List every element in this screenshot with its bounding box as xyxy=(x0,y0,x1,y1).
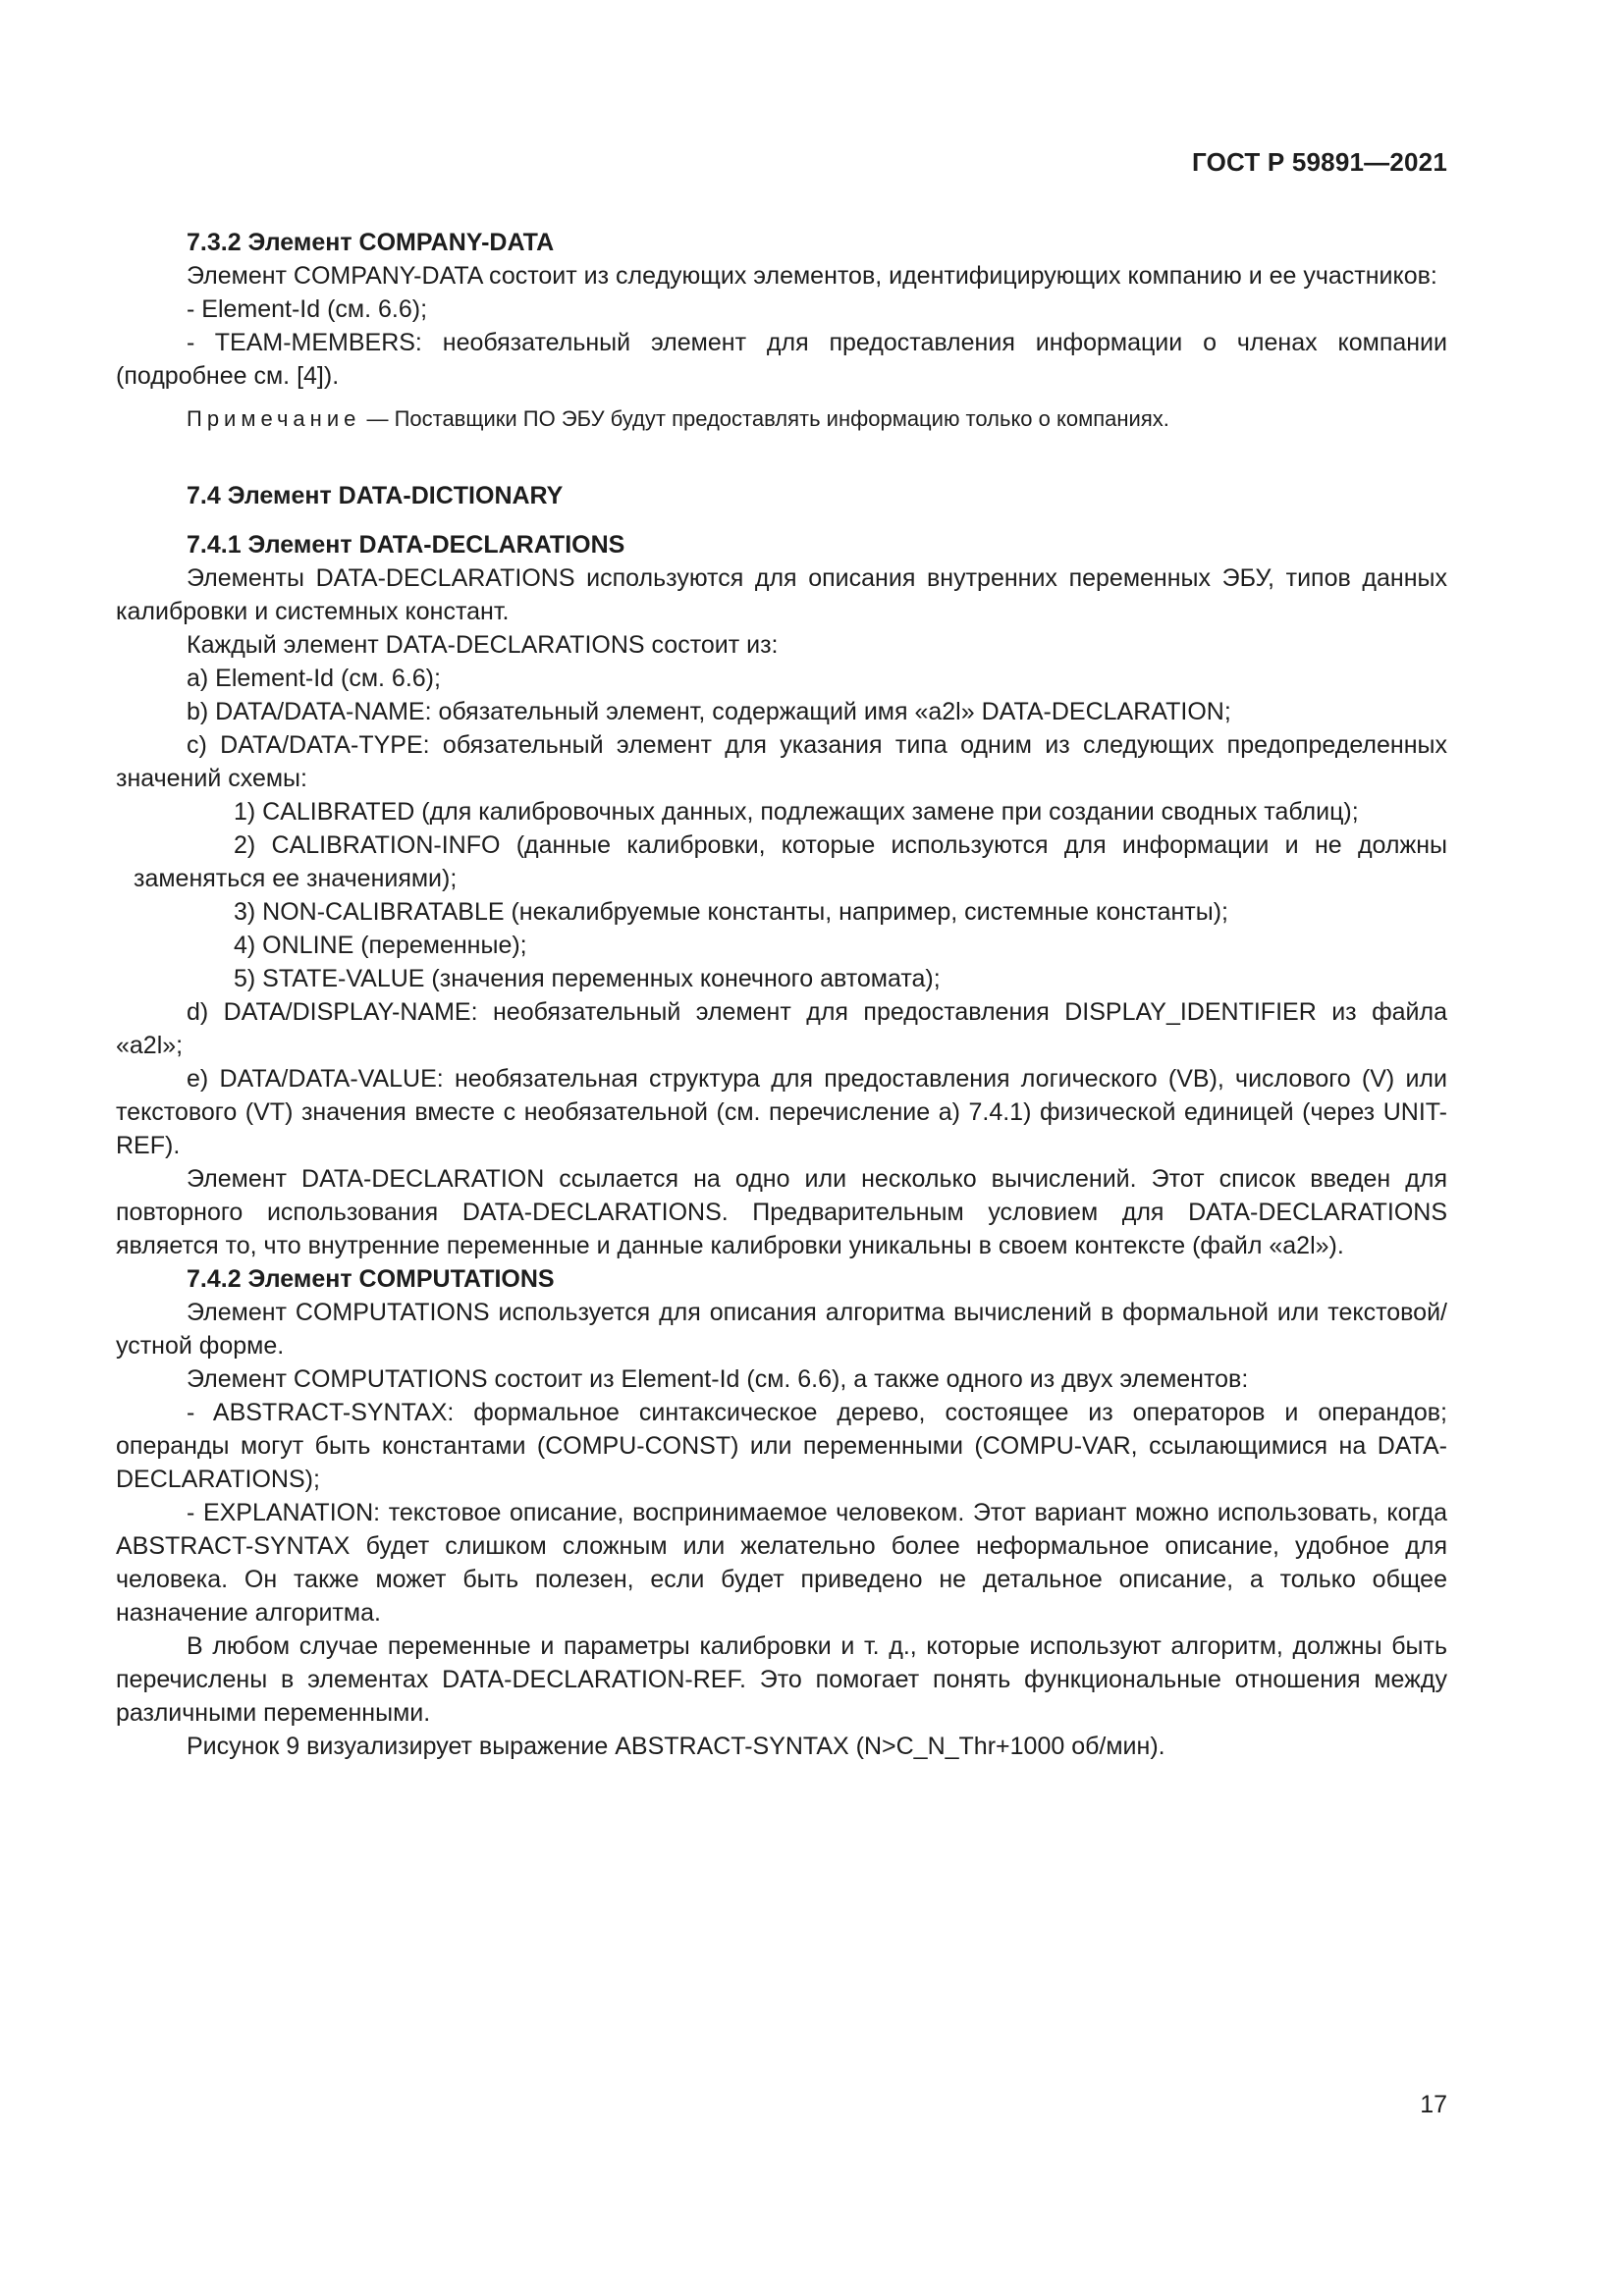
page-number: 17 xyxy=(1420,2091,1447,2118)
section-heading: 7.4 Элемент DATA-DICTIONARY xyxy=(187,482,564,509)
sub-list-item: 4) ONLINE (переменные); xyxy=(234,932,527,959)
sub-list-item: 2) CALIBRATION-INFO (данные калибровки, которые используются для информации и не должны заменяться ее значениями); xyxy=(134,831,1447,892)
body-paragraph: Элемент DATA-DECLARATION ссылается на одно или несколько вычислений. Этот список введен для повторного использования DATA-DECLARATIONS. Предварительным условием для DATA-DECLARATIONS является то, что внутренние переменные и данные калибровки уникальны в своем контексте (файл «a2l»). xyxy=(116,1165,1447,1259)
body-paragraph: Элементы DATA-DECLARATIONS используются для описания внутренних переменных ЭБУ, типов данных калибровки и системных констант. xyxy=(116,564,1447,625)
body-paragraph: a) Element-Id (см. 6.6); xyxy=(187,665,441,692)
body-paragraph: В любом случае переменные и параметры калибровки и т. д., которые используют алгоритм, должны быть перечислены в элементах DATA-DECLARATION-REF. Это помогает понять функциональные отношения между различными переменными. xyxy=(116,1632,1447,1727)
document-id-header: ГОСТ Р 59891—2021 xyxy=(1192,147,1447,177)
body-paragraph: - ABSTRACT-SYNTAX: формальное синтаксическое дерево, состоящее из операторов и операндов; операнды могут быть константами (COMPU-CONST) или переменными (COMPU-VAR, ссылающимися на DATA-DECLARATIONS); xyxy=(116,1399,1447,1493)
body-paragraph: Каждый элемент DATA-DECLARATIONS состоит из: xyxy=(187,631,779,659)
body-paragraph: - Element-Id (см. 6.6); xyxy=(187,295,428,323)
section-heading: 7.4.1 Элемент DATA-DECLARATIONS xyxy=(187,531,625,559)
body-paragraph: b) DATA/DATA-NAME: обязательный элемент, содержащий имя «a2l» DATA-DECLARATION; xyxy=(187,698,1231,725)
sub-list-item: 5) STATE-VALUE (значения переменных конечного автомата); xyxy=(234,965,941,992)
body-paragraph: e) DATA/DATA-VALUE: необязательная структура для предоставления логического (VB), числового (V) или текстового (VT) значения вместе с необязательной (см. перечисление a) 7.4.1) физической единицей (через UNIT-REF). xyxy=(116,1065,1447,1159)
section-heading: 7.4.2 Элемент COMPUTATIONS xyxy=(187,1265,555,1293)
note-label: Примечание xyxy=(187,406,361,431)
section-spacer xyxy=(116,446,1447,479)
body-paragraph: - EXPLANATION: текстовое описание, воспринимаемое человеком. Этот вариант можно использовать, когда ABSTRACT-SYNTAX будет слишком сложным или желательно более неформальное описание, удобное для человека. Он также может быть полезен, если будет приведено не детальное описание, а только общее назначение алгоритма. xyxy=(116,1499,1447,1627)
body-paragraph: Элемент COMPUTATIONS используется для описания алгоритма вычислений в формальной или текстовой/устной форме. xyxy=(116,1299,1447,1360)
section-heading: 7.3.2 Элемент COMPANY-DATA xyxy=(187,229,555,256)
body-paragraph: d) DATA/DISPLAY-NAME: необязательный элемент для предоставления DISPLAY_IDENTIFIER из файла «a2l»; xyxy=(116,998,1447,1059)
note-text: — Поставщики ПО ЭБУ будут предоставлять информацию только о компаниях. xyxy=(360,406,1169,431)
body-paragraph: Рисунок 9 визуализирует выражение ABSTRACT-SYNTAX (N>C_N_Thr+1000 об/мин). xyxy=(187,1733,1165,1760)
body-paragraph: Элемент COMPUTATIONS состоит из Element-Id (см. 6.6), а также одного из двух элементов: xyxy=(187,1365,1249,1393)
section-spacer xyxy=(116,512,1447,528)
sub-list-item: 1) CALIBRATED (для калибровочных данных, подлежащих замене при создании сводных таблиц); xyxy=(234,798,1359,826)
sub-list-item: 3) NON-CALIBRATABLE (некалибруемые константы, например, системные константы); xyxy=(234,898,1228,926)
body-paragraph: c) DATA/DATA-TYPE: обязательный элемент для указания типа одним из следующих предопределенных значений схемы: xyxy=(116,731,1447,792)
body-paragraph: - TEAM-MEMBERS: необязательный элемент для предоставления информации о членах компании (подробнее см. [4]). xyxy=(116,329,1447,390)
body-paragraph: Элемент COMPANY-DATA состоит из следующих элементов, идентифицирующих компанию и ее участников: xyxy=(187,262,1437,290)
note-paragraph xyxy=(116,402,1447,436)
document-body xyxy=(116,226,1447,1763)
